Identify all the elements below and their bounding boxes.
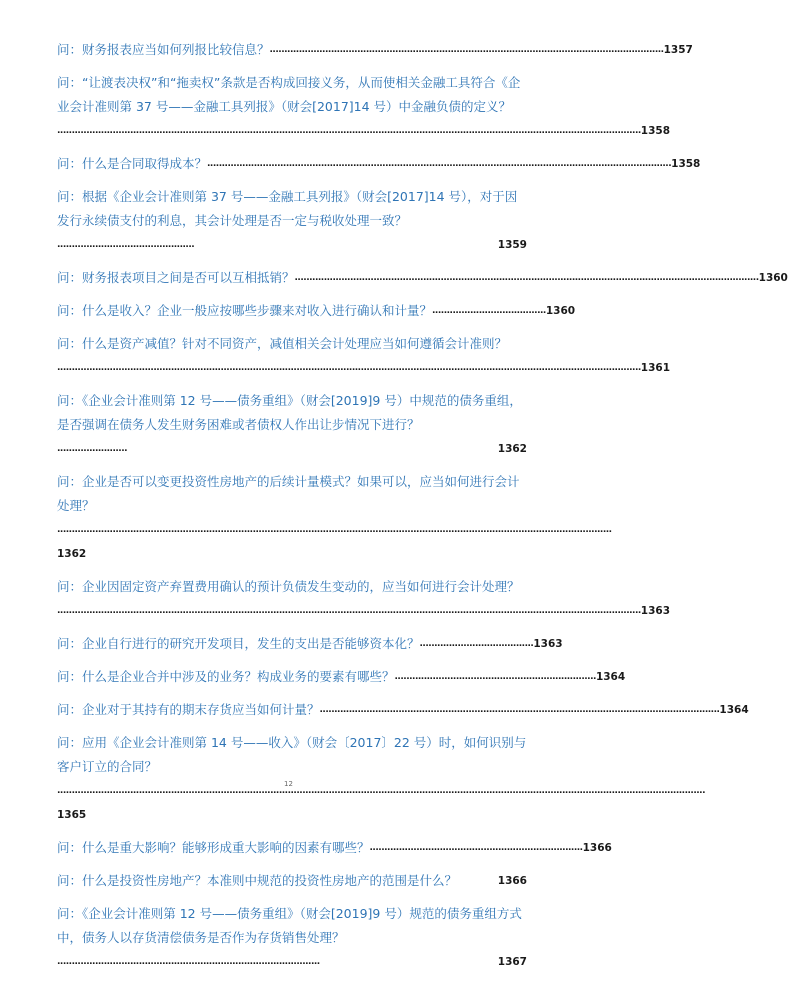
toc-leader-dots: ........................................................................................................................................................................................................ [57,606,641,616]
toc-entry-text: 问：“让渡表决权”和“拖卖权”条款是否构成回接义务，从而使相关金融工具符合《企业会计准则第 37 号——金融工具列报》（财会[2017]14 号）中金融负债的定义？ [57,75,521,114]
toc-page-number: 1357 [663,44,693,56]
toc-leader-dots: .......................................................................................... [57,957,320,967]
toc-leader-dots: ....................................... [432,306,546,316]
toc-entry-text: 问：根据《企业会计准则第 37 号——金融工具列报》（财会[2017]14 号），对于因发行永续债支付的利息，其会计处理是否一定与税收处理一致？ [57,189,518,228]
toc-leader-dots: .............................................................................................................................................................................................. [57,525,612,535]
toc-entry[interactable] [57,266,788,290]
toc-entry[interactable] [57,71,671,143]
toc-leader-dots: ........................................................................................................................................................................................................ [57,126,641,136]
toc-page-number: 1367 [497,956,527,968]
toc-entry-text: 问：企业自行进行的研究开发项目，发生的支出是否能够资本化？ [57,636,420,651]
toc-entry-text: 问：企业是否可以变更投资性房地产的后续计量模式？如果可以，应当如何进行会计处理？ [57,474,520,513]
toc-entry-text: 问：什么是重大影响？能够形成重大影响的因素有哪些？ [57,840,370,855]
toc-entry-text: 问：应用《企业会计准则第 14 号——收入》（财会〔2017〕22 号）时，如何识别与客户订立的合同？ [57,735,527,774]
toc-leader-dots: ............................................................................................................................................................... [207,159,672,169]
toc-entry-text: 问：财务报表项目之间是否可以互相抵销？ [57,270,295,285]
toc-entry-text: 问：什么是合同取得成本？ [57,156,208,171]
toc-page-number: 1358 [671,158,701,170]
toc-entry-text: 问：什么是收入？企业一般应按哪些步骤来对收入进行确认和计量？ [57,303,433,318]
toc-entry-text: 问：财务报表应当如何列报比较信息？ [57,42,270,57]
toc-entry-text: 问：《企业会计准则第 12 号——债务重组》（财会[2019]9 号）规范的债务重组方式中，债务人以存货清偿债务是否作为存货销售处理？ [57,906,522,945]
toc-entry-text: 问：《企业会计准则第 12 号——债务重组》（财会[2019]9 号）中规范的债务重组，是否强调在债务人发生财务困难或者债权人作出让步情况下进行？ [57,393,522,432]
toc-entry[interactable] [57,38,693,62]
toc-entry[interactable] [57,152,701,176]
toc-page-number: 1364 [595,671,626,683]
toc-page-number: 1361 [640,362,671,374]
toc-page-number: 1363 [640,605,671,617]
toc-leader-dots: ......................................................................................................................................... [319,705,720,715]
toc-leader-dots: ............................................... [57,240,195,250]
toc-leader-dots: ............................................................................................................................................................... [294,273,759,283]
toc-leader-dots: ....................................... [419,639,534,649]
toc-leader-dots: ........................................................................................................................................................................................................ [57,363,641,373]
toc-page-number: 1365 [57,809,87,821]
toc-page-number: 1364 [719,704,749,716]
toc-entry[interactable] [57,389,527,461]
toc-entry[interactable] [57,299,576,323]
toc-page-number: 1360 [545,305,576,317]
toc-page-number: 1358 [640,125,671,137]
toc-leader-dots: ........................ [57,444,128,454]
toc-entry[interactable] [57,185,527,257]
toc-page-number: 1366 [582,842,612,854]
toc-leader-dots: ......................................................................... [369,843,583,853]
toc-entry[interactable] [57,332,671,380]
toc-page-number: 1363 [533,638,563,650]
toc-entry-text: 问：企业对于其持有的期末存货应当如何计量？ [57,702,320,717]
table-of-contents [57,38,788,983]
toc-leader-dots: ..................................................................... [394,672,596,682]
toc-entry-text: 问：什么是资产减值？针对不同资产，减值相关会计处理应当如何遵循会计准则？ [57,336,508,351]
toc-entry[interactable] [57,836,612,860]
toc-page-number: 1362 [57,548,87,560]
toc-entry[interactable] [57,470,612,566]
toc-page-number: 1359 [497,239,527,251]
toc-entry[interactable] [57,902,527,974]
toc-page-number: 1360 [758,272,788,284]
toc-page-number: 1366 [497,875,527,887]
toc-entry[interactable] [57,869,527,893]
toc-entry[interactable] [57,632,563,656]
toc-entry[interactable] [57,665,626,689]
toc-leader-dots: .............................................................................................................................................................................................................................. [57,786,706,796]
toc-entry-text: 问：什么是投资性房地产？本准则中规范的投资性房地产的范围是什么？ [57,873,458,888]
toc-leader-dots: ....................................................................................................................................... [269,45,664,55]
toc-entry[interactable] [57,731,706,827]
toc-entry[interactable] [57,575,671,623]
toc-page-number: 1362 [497,443,527,455]
toc-entry-text: 问：企业因固定资产弃置费用确认的预计负债发生变动的，应当如何进行会计处理？ [57,579,520,594]
toc-entry-text: 问：什么是企业合并中涉及的业务？构成业务的要素有哪些？ [57,669,395,684]
toc-entry[interactable] [57,698,749,722]
page-footer-number: 12 [284,780,293,788]
